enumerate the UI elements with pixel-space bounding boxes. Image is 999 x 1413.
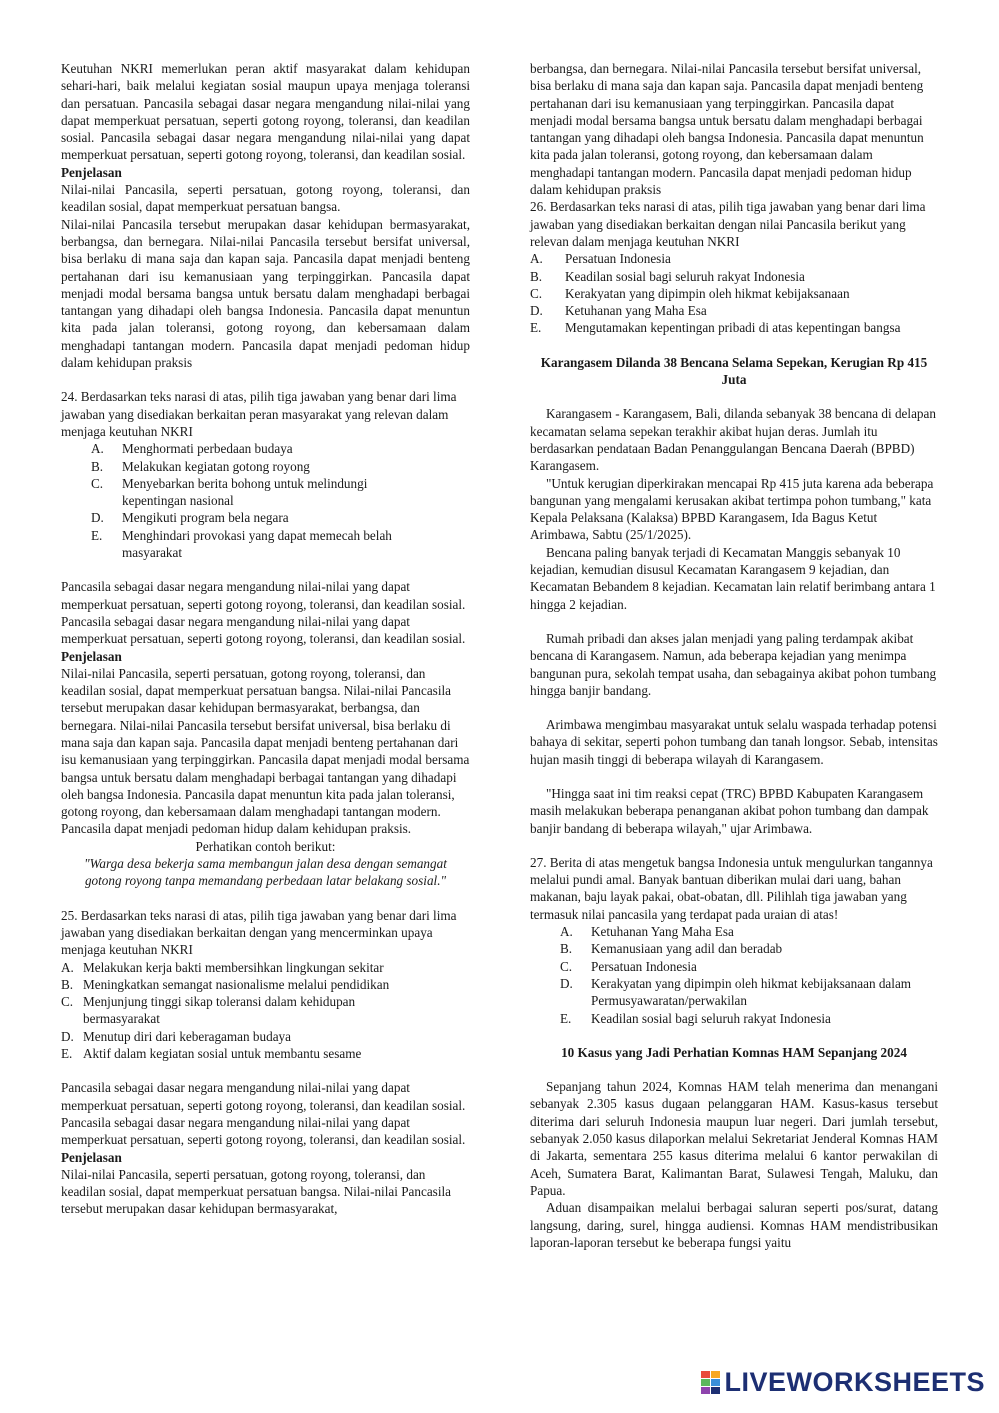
penjelasan-label-2: Penjelasan <box>61 648 122 664</box>
q25-option-d[interactable]: D. Menutup diri dari keberagaman budaya <box>61 1028 291 1044</box>
q24-option-a[interactable]: A. Menghormati perbedaan budaya <box>91 441 293 457</box>
liveworksheets-logo <box>701 1367 985 1397</box>
news-1-title: Karangasem Dilanda 38 Bencana Selama Sepekan, Kerugian Rp 415 Juta <box>540 354 928 388</box>
news-1-paragraph-3: Bencana paling banyak terjadi di Kecamatan Manggis sebanyak 10 kejadian, kemudian disusul Kecamatan Karangasem 9 kejadian, dan Kecamatan Bebandem 8 kejadian. Kecamatan lain relatif berimbang antara 1 hingga 2 kejadian. <box>530 544 936 612</box>
penjelasan-label-1: Penjelasan <box>61 164 122 180</box>
q26-option-b[interactable]: B. Keadilan sosial bagi seluruh rakyat Indonesia <box>530 268 805 284</box>
penjelasan-1b: Nilai-nilai Pancasila tersebut merupakan dasar kehidupan bermasyarakat, berbangsa, dan bernegara. Nilai-nilai Pancasila tersebut bersifat universal, bisa berlaku di mana saja dan kapan saja. Pancasila dapat menjadi benteng pertahanan dari isu kemanusiaan yang terpinggirkan. Pancasila dapat menjadi modal bersama bangsa untuk bersatu dalam menghadapi berbagai tantangan yang dihadapi oleh bangsa Indonesia. Pancasila dapat menuntun kita pada jalan toleransi, gotong royong, dan kebersamaan dalam menghadapi tantangan modern. Pancasila dapat menjadi pedoman hidup dalam kehidupan praksis <box>61 216 470 371</box>
news-2-paragraph-2: Aduan disampaikan melalui berbagai saluran seperti pos/surat, datang langsung, daring, surel, hingga audiensi. Komnas HAM mendistribusikan laporan-laporan tersebut ke beberapa fungsi yaitu <box>530 1200 938 1250</box>
q24-option-c[interactable]: C. Menyebarkan berita bohong untuk melindungi kepentingan nasional <box>91 475 368 509</box>
q25-option-a[interactable]: A. Melakukan kerja bakti membersihkan lingkungan sekitar <box>61 959 384 975</box>
question-25: 25. Berdasarkan teks narasi di atas, pilih tiga jawaban yang benar dari lima jawaban yang disediakan berkaitan dengan yang mencerminkan upaya menjaga keutuhan NKRI <box>61 907 457 958</box>
news-1-paragraph-4: Rumah pribadi dan akses jalan menjadi yang paling terdampak akibat bencana di Karangasem. Namun, ada beberapa kejadian yang menimpa bangunan pura, sekolah tempat usaha, dan sebagainya akibat pohon tumbang hingga banjir bandang. <box>530 630 937 698</box>
question-25-options <box>61 959 470 1063</box>
q27-option-b[interactable]: B. Kemanusiaan yang adil dan beradab <box>560 941 783 957</box>
question-27-options <box>530 923 938 1027</box>
penjelasan-3: Nilai-nilai Pancasila, seperti persatuan, gotong royong, toleransi, dan keadilan sosial, dapat memperkuat persatuan bangsa. Nilai-nilai Pancasila tersebut merupakan dasar kehidupan bermasyarakat, <box>61 1166 451 1217</box>
right-column <box>530 60 938 1251</box>
q26-option-d[interactable]: D. Ketuhanan yang Maha Esa <box>530 303 707 319</box>
q26-option-a[interactable]: A. Persatuan Indonesia <box>530 251 671 267</box>
news-2-paragraph-1: Sepanjang tahun 2024, Komnas HAM telah menerima dan menangani sebanyak 2.305 kasus dugaan pelanggaran HAM. Kasus-kasus tersebut diterima dari seluruh Indonesia maupun luar negeri. Dari jumlah tersebut, sebanyak 2.050 kasus dilaporkan melalui Sekretariat Jenderal Komnas HAM di Jakarta, sementara 255 kasus diterima melalui 6 kantor perwakilan di Aceh, Sumatera Barat, Kalimantan Barat, Sulawesi Tengah, Maluku, dan Papua. <box>530 1079 938 1198</box>
contoh-quote: "Warga desa bekerja sama membangun jalan desa dengan semangat gotong royong tanpa memandang perbedaan latar belakang sosial." <box>84 856 447 889</box>
paragraph-2: Pancasila sebagai dasar negara mengandung nilai-nilai yang dapat memperkuat persatuan, seperti gotong royong, toleransi, dan keadilan sosial. Pancasila sebagai dasar negara mengandung nilai-nilai yang dapat memperkuat persatuan, seperti gotong royong, toleransi, dan keadilan sosial. <box>61 579 466 647</box>
question-26-options <box>530 250 938 336</box>
news-1-paragraph-2: "Untuk kerugian diperkirakan mencapai Rp 415 juta karena ada beberapa bangunan yang mengalami kerusakan akibat tertimpa pohon tumbang," kata Kepala Pelaksana (Kalaksa) BPBD Karangasem, Ida Bagus Ketut Arimbawa, Sabtu (25/1/2025). <box>530 475 934 543</box>
news-1-paragraph-5: Arimbawa mengimbau masyarakat untuk selalu waspada terhadap potensi bahaya di sekitar, seperti pohon tumbang dan tanah longsor. Sebab, intensitas hujan masih tinggi di beberapa wilayah di Karangasem. <box>530 717 938 767</box>
left-column <box>61 60 470 1218</box>
q24-option-d[interactable]: D. Mengikuti program bela negara <box>91 510 289 526</box>
question-24-options <box>61 440 470 561</box>
q27-option-e[interactable]: E. Keadilan sosial bagi seluruh rakyat Indonesia <box>560 1010 831 1026</box>
penjelasan-label-3: Penjelasan <box>61 1149 122 1165</box>
news-2-title: 10 Kasus yang Jadi Perhatian Komnas HAM Sepanjang 2024 <box>561 1044 907 1060</box>
q26-option-c[interactable]: C. Kerakyatan yang dipimpin oleh hikmat kebijaksanaan <box>530 285 850 301</box>
q26-option-e[interactable]: E. Mengutamakan kepentingan pribadi di atas kepentingan bangsa <box>530 320 901 336</box>
question-24: 24. Berdasarkan teks narasi di atas, pilih tiga jawaban yang benar dari lima jawaban yang disediakan berkaitan peran masyarakat yang relevan dalam menjaga keutuhan NKRI <box>61 389 457 439</box>
q27-option-a[interactable]: A. Ketuhanan Yang Maha Esa <box>560 924 734 940</box>
q27-option-d[interactable]: D. Kerakyatan yang dipimpin oleh hikmat kebijaksanaan dalam Permusyawaratan/perwakilan <box>560 975 912 1009</box>
question-27: 27. Berita di atas mengetuk bangsa Indonesia untuk mengulurkan tangannya melalui pundi amal. Banyak bantuan diberikan mulai dari uang, bahan makanan, baju layak pakai, obat-obatan, dll. Pilihlah tiga jawaban yang termasuk nilai pancasila yang terdapat pada uraian di atas! <box>530 854 933 922</box>
penjelasan-2: Nilai-nilai Pancasila, seperti persatuan, gotong royong, toleransi, dan keadilan sosial, dapat memperkuat persatuan bangsa. Nilai-nilai Pancasila tersebut merupakan dasar kehidupan bermasyarakat, berbangsa, dan bernegara. Nilai-nilai Pancasila tersebut bersifat universal, bisa berlaku di mana saja dan kapan saja. Pancasila dapat menjadi benteng pertahanan dari isu kemanusiaan yang terpinggirkan. Pancasila dapat menjadi modal bersama bangsa untuk bersatu dalam menghadapi berbagai tantangan yang dihadapi oleh bangsa Indonesia. Pancasila dapat menuntun kita pada jalan toleransi, gotong royong, dan kebersamaan dalam menghadapi tantangan modern. Pancasila dapat menjadi pedoman hidup dalam kehidupan praksis. <box>61 665 470 837</box>
paragraph-3: Pancasila sebagai dasar negara mengandung nilai-nilai yang dapat memperkuat persatuan, seperti gotong royong, toleransi, dan keadilan sosial. Pancasila sebagai dasar negara mengandung nilai-nilai yang dapat memperkuat persatuan, seperti gotong royong, toleransi, dan keadilan sosial. <box>61 1080 466 1148</box>
contoh-label: Perhatikan contoh berikut: <box>195 838 336 854</box>
intro-paragraph: Keutuhan NKRI memerlukan peran aktif masyarakat dalam kehidupan sehari-hari, baik melalui kegiatan sosial maupun upaya menjaga toleransi dan persatuan. Pancasila sebagai dasar negara mengandung nilai-nilai yang dapat memperkuat persatuan, seperti gotong royong, toleransi, dan keadilan sosial. Pancasila sebagai dasar negara mengandung nilai-nilai yang dapat memperkuat persatuan, seperti gotong royong, toleransi, dan keadilan sosial. <box>61 61 470 163</box>
question-26: 26. Berdasarkan teks narasi di atas, pilih tiga jawaban yang benar dari lima jawaban yang disediakan berkaitan dengan nilai Pancasila berikut yang relevan dalam menjaga keutuhan NKRI <box>530 199 926 249</box>
q27-option-c[interactable]: C. Persatuan Indonesia <box>560 958 697 974</box>
news-1-paragraph-1: Karangasem - Karangasem, Bali, dilanda sebanyak 38 bencana di delapan kecamatan selama sepekan terakhir akibat hujan deras. Jumlah itu berdasarkan pendataan Badan Penanggulangan Bencana Daerah (BPBD) Karangasem. <box>530 406 936 474</box>
logo-text: LIVEWORKSHEETS <box>724 1367 985 1397</box>
q25-option-e[interactable]: E. Aktif dalam kegiatan sosial untuk membantu sesame <box>61 1046 362 1062</box>
q25-option-b[interactable]: B. Meningkatkan semangat nasionalisme melalui pendidikan <box>61 976 390 992</box>
penjelasan-1a: Nilai-nilai Pancasila, seperti persatuan, gotong royong, toleransi, dan keadilan sosial, dapat memperkuat persatuan bangsa. <box>61 182 470 215</box>
continued-paragraph: berbangsa, dan bernegara. Nilai-nilai Pancasila tersebut bersifat universal, bisa berlaku di mana saja dan kapan saja. Pancasila dapat menjadi benteng pertahanan dari isu kemanusiaan yang terpinggirkan. Pancasila dapat menjadi modal bersama bangsa untuk bersatu dalam menghadapi berbagai tantangan yang dihadapi oleh bangsa Indonesia. Pancasila dapat menuntun kita pada jalan toleransi, gotong royong, dan kebersamaan dalam menghadapi tantangan modern. Pancasila dapat menjadi pedoman hidup dalam kehidupan praksis <box>530 61 924 198</box>
q25-option-c[interactable]: C. Menjunjung tinggi sikap toleransi dalam kehidupan bermasyarakat <box>61 994 356 1027</box>
logo-blocks-icon <box>701 1371 720 1394</box>
q24-option-e[interactable]: E. Menghindari provokasi yang dapat memecah belah masyarakat <box>91 527 392 561</box>
news-1-paragraph-6: "Hingga saat ini tim reaksi cepat (TRC) BPBD Kabupaten Karangasem masih melakukan beberapa penanganan akibat pohon tumbang dan dampak banjir bandang di beberapa wilayah," ujar Arimbawa. <box>530 785 929 836</box>
q24-option-b[interactable]: B. Melakukan kegiatan gotong royong <box>91 458 310 474</box>
